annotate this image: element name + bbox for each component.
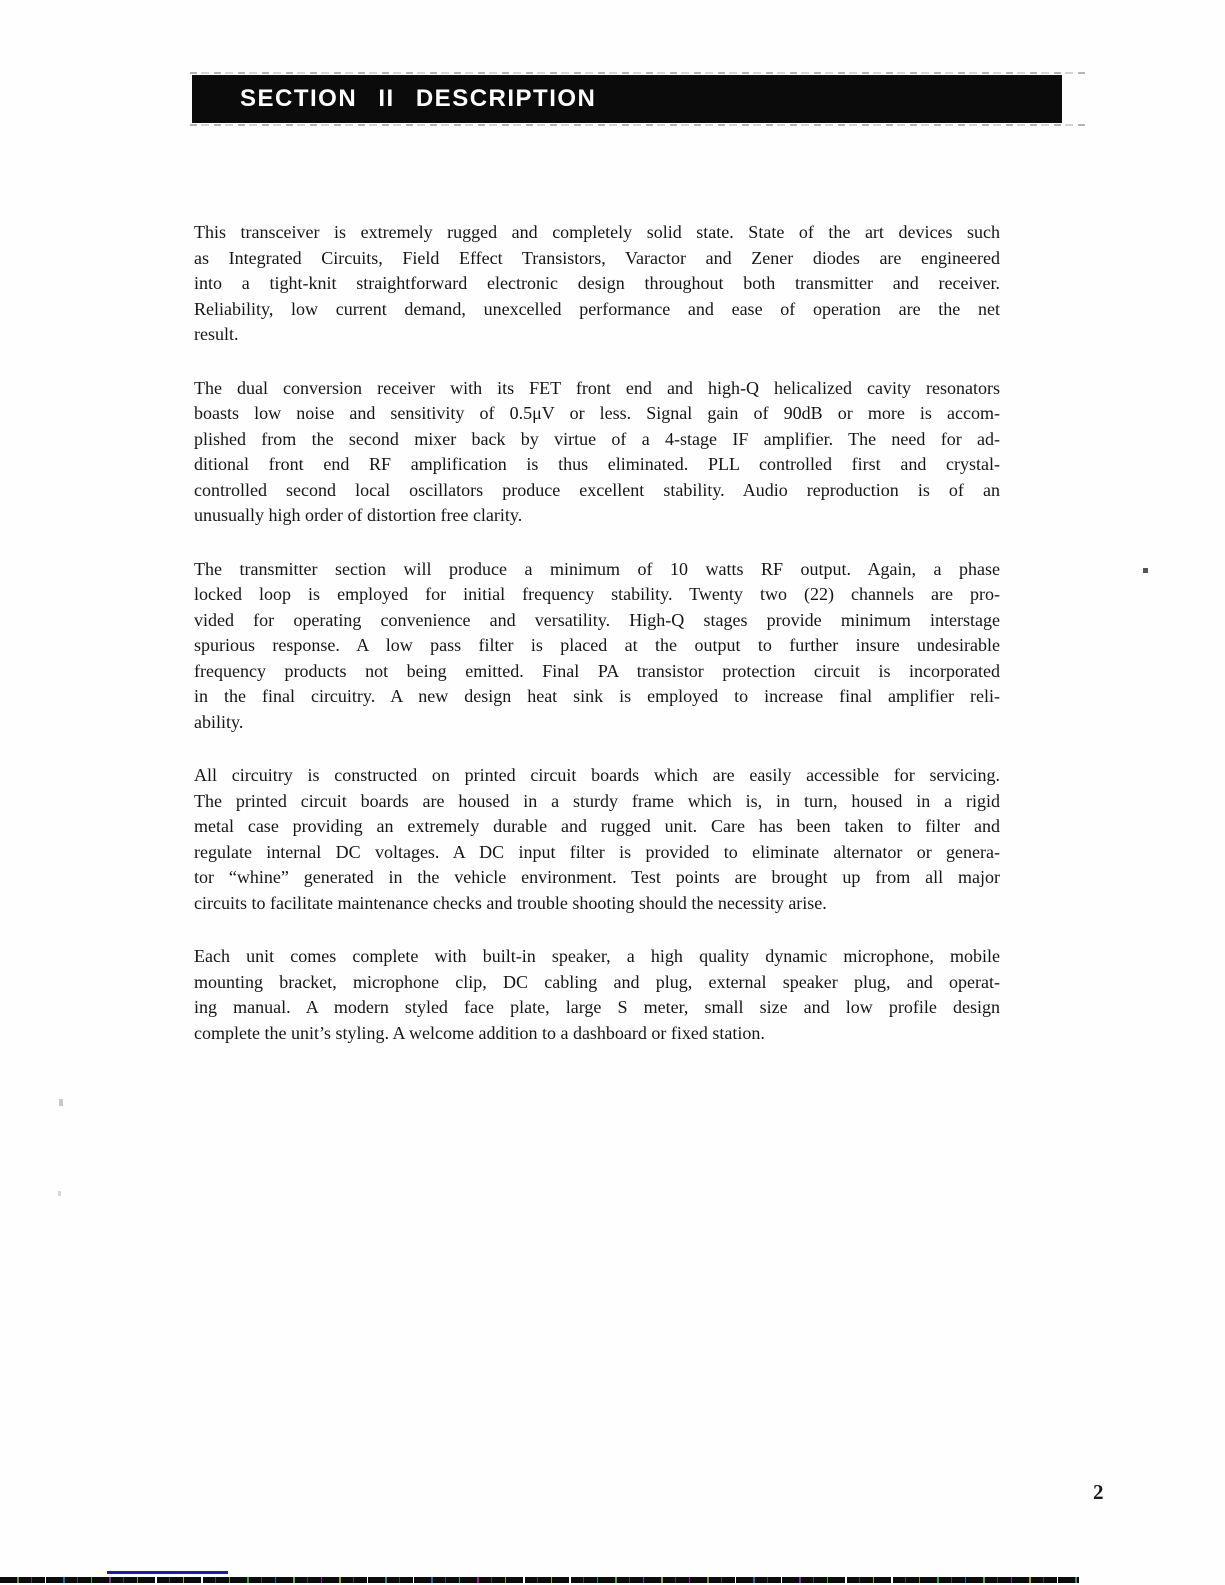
- paragraph-line: circuits to facilitate maintenance checks and trouble shooting should the necessity arise.: [194, 892, 827, 913]
- paragraph: [194, 557, 1000, 736]
- paragraph-line: The dual conversion receiver with its FET front end and high-Q helicalized cavity resonators: [194, 377, 1000, 398]
- paragraph-line: controlled second local oscillators produce excellent stability. Audio reproduction is of an: [194, 479, 1000, 500]
- scan-artifact-blue-underline: [107, 1571, 228, 1574]
- page-number: 2: [1093, 1480, 1104, 1504]
- paragraph-line: into a tight-knit straightforward electronic design throughout both transmitter and receiver.: [194, 273, 1000, 293]
- paragraph-line: tor “whine” generated in the vehicle environment. Test points are brought up from all major: [194, 867, 1000, 887]
- paragraph-line: mounting bracket, microphone clip, DC cabling and plug, external speaker plug, and operat-: [194, 971, 1000, 992]
- paragraph-line: complete the unit’s styling. A welcome addition to a dashboard or fixed station.: [194, 1022, 765, 1043]
- paragraph: [194, 944, 1000, 1046]
- paragraph-line: spurious response. A low pass filter is placed at the output to further insure undesirable: [194, 635, 1000, 655]
- section-header-bar: [192, 75, 1062, 123]
- paragraph-line: The transmitter section will produce a minimum of 10 watts RF output. Again, a phase: [194, 558, 1000, 579]
- scan-speck-left-lower: [58, 1191, 61, 1196]
- paragraph-line: ability.: [194, 711, 244, 732]
- scan-artifact-bottom-edge-line: [0, 1577, 1079, 1583]
- paragraph-line: frequency products not being emitted. Final PA transistor protection circuit is incorporated: [194, 660, 1000, 681]
- paragraph-line: unusually high order of distortion free clarity.: [194, 505, 523, 525]
- paragraph-line: result.: [194, 324, 239, 344]
- scan-speck-dot: [1143, 568, 1148, 573]
- paragraph-line: The printed circuit boards are housed in a sturdy frame which is, in turn, housed in a rigid: [194, 790, 1000, 811]
- paragraph-line: This transceiver is extremely rugged and completely solid state. State of the art devices such: [194, 222, 1000, 242]
- paragraph-line: vided for operating convenience and versatility. High-Q stages provide minimum interstage: [194, 609, 1000, 630]
- paragraph-line: as Integrated Circuits, Field Effect Transistors, Varactor and Zener diodes are engineered: [194, 247, 1000, 268]
- paragraph-line: All circuitry is constructed on printed circuit boards which are easily accessible for servicing.: [194, 765, 1000, 785]
- body-text: [194, 220, 1000, 1074]
- paragraph-line: ing manual. A modern styled face plate, large S meter, small size and low profile design: [194, 997, 1000, 1017]
- paragraph: [194, 220, 1000, 348]
- paragraph-line: ditional front end RF amplification is thus eliminated. PLL controlled first and crystal-: [194, 454, 1000, 474]
- paragraph-line: metal case providing an extremely durable and rugged unit. Care has been taken to filter and: [194, 816, 1000, 836]
- section-title: SECTION II DESCRIPTION: [240, 85, 597, 112]
- scan-speck-left-upper: [59, 1099, 63, 1106]
- paragraph-line: boasts low noise and sensitivity of 0.5μV or less. Signal gain of 90dB or more is accom-: [194, 403, 1000, 423]
- paragraph-line: plished from the second mixer back by virtue of a 4-stage IF amplifier. The need for ad-: [194, 428, 1000, 449]
- paragraph-line: Reliability, low current demand, unexcelled performance and ease of operation are the net: [194, 298, 1000, 319]
- paragraph-line: locked loop is employed for initial frequency stability. Twenty two (22) channels are pro-: [194, 584, 1000, 604]
- paragraph-line: regulate internal DC voltages. A DC input filter is provided to eliminate alternator or genera-: [194, 841, 1000, 862]
- paragraph: [194, 763, 1000, 916]
- paragraph-line: Each unit comes complete with built-in speaker, a high quality dynamic microphone, mobile: [194, 946, 1000, 966]
- paragraph-line: in the final circuitry. A new design heat sink is employed to increase final amplifier reli-: [194, 686, 1000, 706]
- paragraph: [194, 376, 1000, 529]
